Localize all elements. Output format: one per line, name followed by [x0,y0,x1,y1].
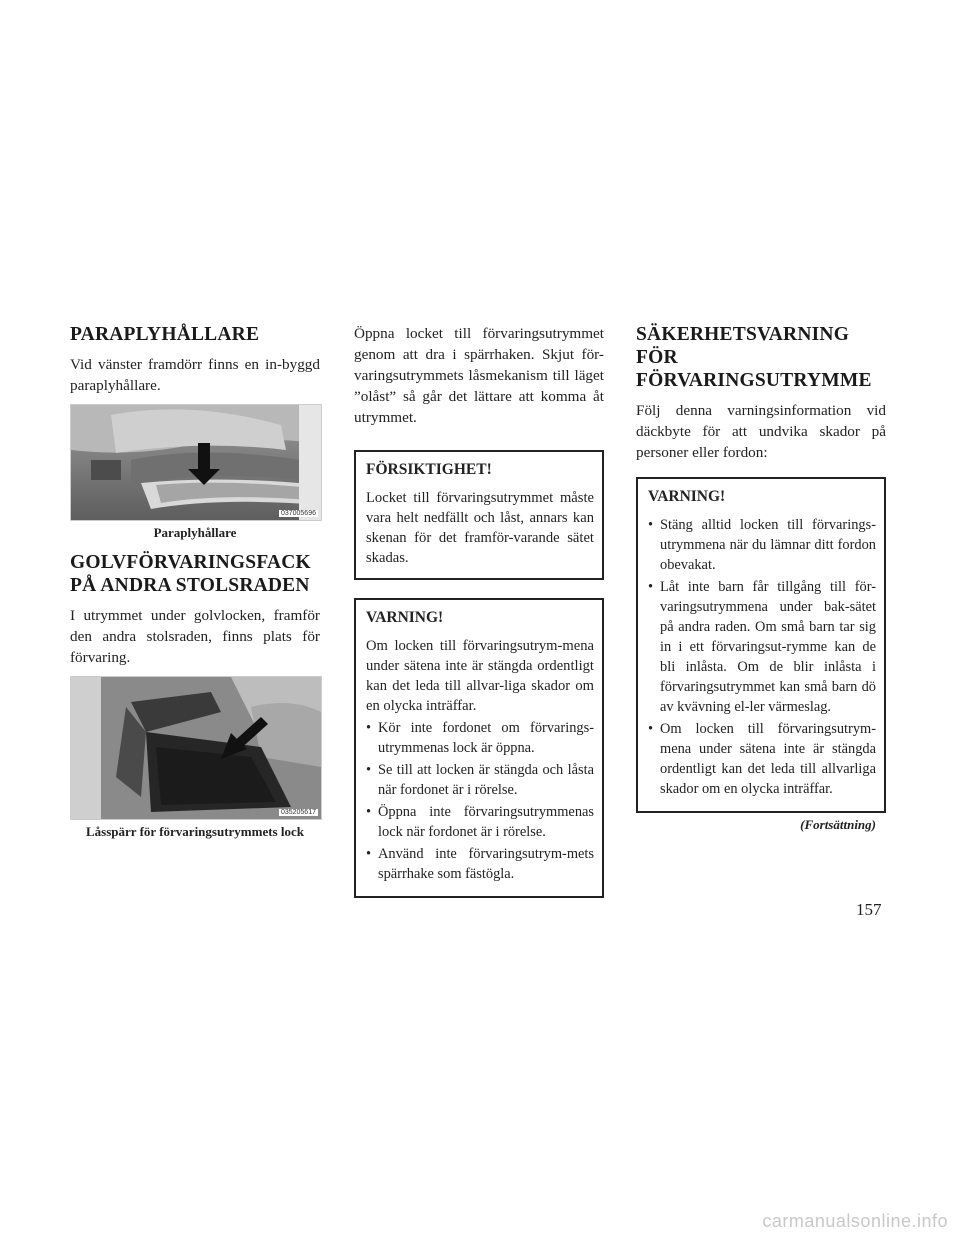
column-left [70,323,320,850]
section-heading-umbrella-holder: PARAPLYHÅLLARE [70,324,260,345]
open-lid-instructions: Öppna locket till förvaringsutrymmet genom att dra i spärrhaken. Skjut för-varingsutrymmets låsmekanism till läget ”olåst” så går det lättare att komma åt utrymmet. [354,325,604,426]
continuation-note: (Fortsättning) [800,817,876,832]
storage-latch-illustration [71,677,321,819]
list-item: • Om locken till förvaringsutrym-mena under sätena inte är stängda ordentligt kan det leda till allvarliga skador om en olycka inträffar. [648,721,876,797]
warning-list [366,718,594,884]
storage-latch-caption: Låsspärr för förvaringsutrymmets lock [86,824,304,839]
section-heading-storage-safety: SÄKERHETSVARNING FÖR FÖRVARINGSUTRYMME [636,324,872,391]
floor-storage-text: I utrymmet under golvlocken, framför den andra stolsraden, finns plats för förvaring. [70,607,320,666]
umbrella-holder-text: Vid vänster framdörr finns en in-byggd paraplyhållare. [70,356,320,394]
warning-box [354,598,604,898]
list-item: • Använd inte förvaringsutrym-mets spärrhake som fästögla. [366,846,594,882]
list-item: • Kör inte fordonet om förvarings-utrymmenas lock är öppna. [366,720,594,756]
warning-box [636,477,886,813]
section-heading-floor-storage: GOLVFÖRVARINGSFACK PÅ ANDRA STOLSRADEN [70,552,311,596]
storage-latch-figure [70,676,322,820]
list-item: • Öppna inte förvaringsutrymmenas lock när fordonet är i rörelse. [366,804,594,840]
umbrella-holder-figure [70,404,322,521]
warning-list [648,515,876,799]
umbrella-holder-caption: Paraplyhållare [153,525,237,540]
caution-title: FÖRSIKTIGHET! [366,461,492,478]
caution-box [354,450,604,580]
storage-safety-intro: Följ denna varningsinformation vid däckbyte för att undvika skador på personer eller fordon: [636,402,886,461]
list-item: • Se till att locken är stängda och låsta när fordonet är i rörelse. [366,762,594,798]
warning-text: Om locken till förvaringsutrym-mena under sätena inte är stängda ordentligt kan det leda till allvar-liga skador om en olycka inträffar. [366,638,594,714]
list-item: • Stäng alltid locken till förvarings-utrymmena när du lämnar ditt fordon obevakat. [648,517,876,573]
list-item: • Låt inte barn får tillgång till för-varingsutrymmena under bak-sätet på andra raden. Om små barn tar sig in i ett förvaringsut-rymme kan de bli inlåsta. Om de blir inlåsta i förvaringsutrymmet kan små barn dö av kvävning el-ler värmeslag. [648,579,876,715]
warning-title: VARNING! [648,488,726,505]
column-middle [354,323,604,916]
figure-code: 037005696 [280,510,316,517]
column-right [636,323,886,833]
warning-title: VARNING! [366,609,444,626]
page-number: 157 [856,900,882,919]
watermark: carmanualsonline.info [762,1211,948,1231]
figure-code: 035205617 [280,809,316,816]
caution-text: Locket till förvaringsutrymmet måste vara helt nedfällt och låst, annars kan skenan för det framför-varande sätet skadas. [366,490,594,566]
umbrella-holder-illustration [71,405,321,520]
